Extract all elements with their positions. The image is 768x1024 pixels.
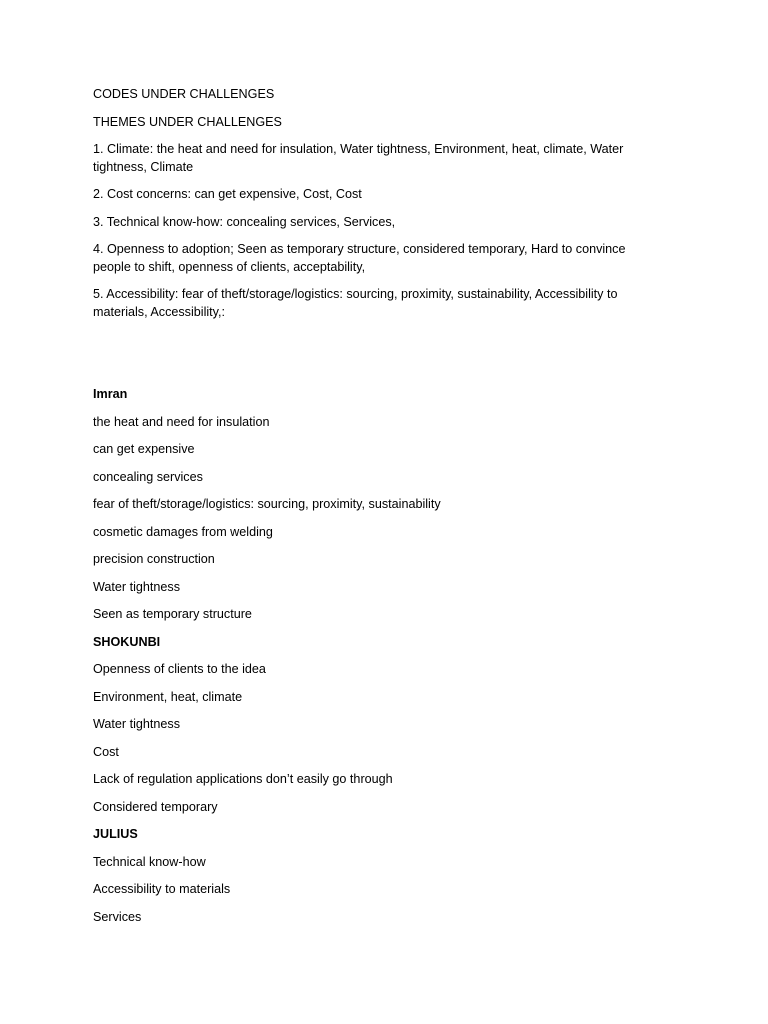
code-item: Water tightness	[93, 717, 181, 731]
code-item: Cost	[93, 744, 119, 759]
code-item: Lack of regulation applications don’t easily go through	[93, 772, 393, 786]
code-item: the heat and need for insulation	[93, 414, 270, 429]
themes-list	[93, 141, 661, 321]
code-item: Accessibility to materials	[93, 882, 231, 896]
code-item: can get expensive	[93, 442, 195, 456]
codes-heading: CODES UNDER CHALLENGES	[93, 87, 275, 101]
code-item: precision construction	[93, 552, 215, 566]
theme-item: 2. Cost concerns: can get expensive, Cost, Cost	[93, 187, 362, 201]
respondent-name: SHOKUNBI	[93, 634, 161, 649]
julius-section	[93, 826, 661, 926]
code-item: Water tightness	[93, 579, 181, 594]
imran-section	[93, 386, 661, 624]
themes-heading: THEMES UNDER CHALLENGES	[93, 114, 282, 129]
code-item: fear of theft/storage/logistics: sourcing, proximity, sustainability	[93, 497, 441, 511]
code-item: cosmetic damages from welding	[93, 524, 273, 539]
code-item: Services	[93, 909, 142, 924]
code-item: Environment, heat, climate	[93, 689, 243, 704]
theme-item: 1. Climate: the heat and need for insulation, Water tightness, Environment, heat, climate, Water tightness, Climate	[93, 142, 624, 174]
theme-item: 4. Openness to adoption; Seen as temporary structure, considered temporary, Hard to convince people to shift, openness of clients, acceptability,	[93, 242, 626, 274]
theme-item: 5. Accessibility: fear of theft/storage/logistics: sourcing, proximity, sustainability, Accessibility to materials, Accessibility,:	[93, 287, 618, 319]
theme-item: 3. Technical know-how: concealing services, Services,	[93, 214, 396, 229]
code-item: Seen as temporary structure	[93, 607, 252, 621]
code-item: Technical know-how	[93, 854, 206, 869]
spacer	[93, 331, 661, 386]
shokunbi-section	[93, 634, 661, 817]
code-item: concealing services	[93, 469, 203, 484]
code-item: Openness of clients to the idea	[93, 662, 266, 676]
respondent-name: Imran	[93, 387, 128, 401]
document-page	[93, 86, 661, 936]
code-item: Considered temporary	[93, 799, 218, 814]
respondent-name: JULIUS	[93, 827, 138, 841]
